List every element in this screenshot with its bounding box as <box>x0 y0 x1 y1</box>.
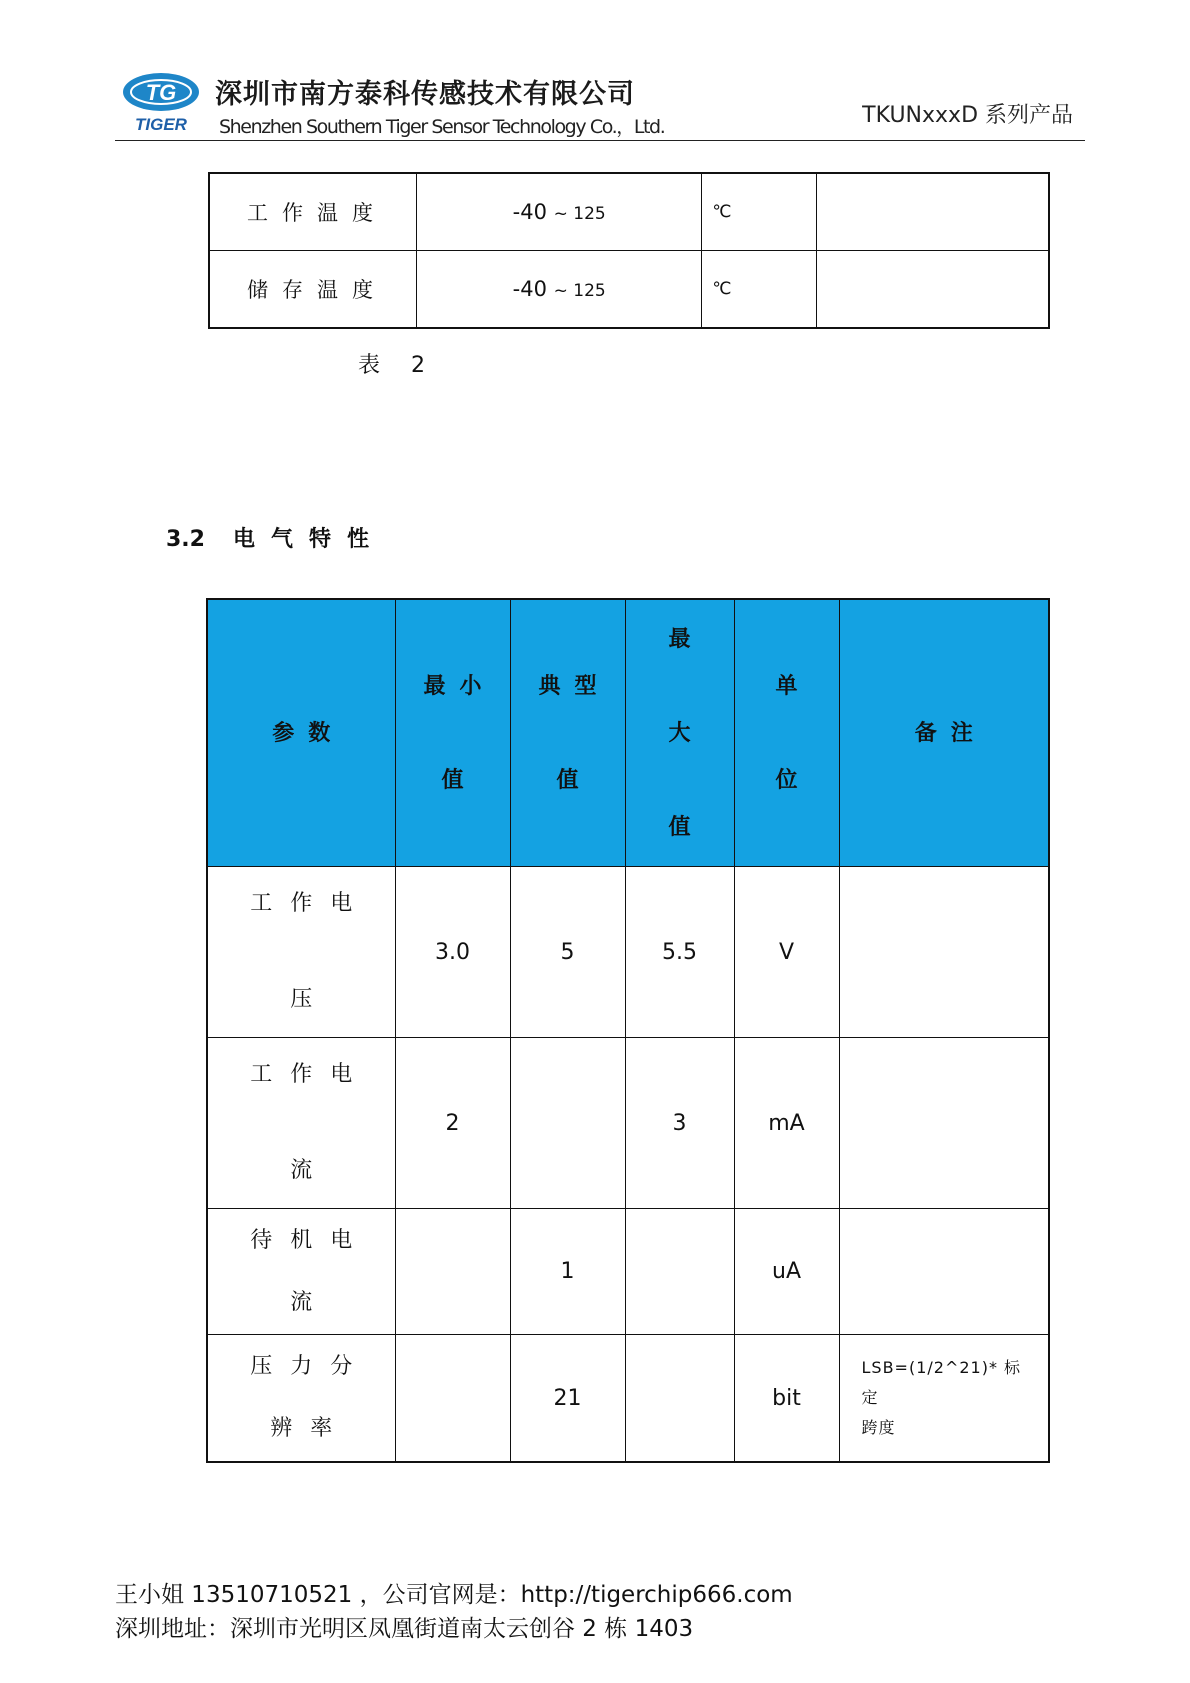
contact-line: 王小姐 13510710521 ，公司官网是：http://tigerchip666.com <box>115 1582 793 1608</box>
param-cell: 工作温度 <box>209 173 417 251</box>
note-cell <box>839 1038 1049 1209</box>
header-min: 最小 值 <box>395 599 510 867</box>
typ-cell: 5 <box>510 867 625 1038</box>
section-heading <box>166 522 385 553</box>
param-cell: 压力分 辨率 <box>207 1335 395 1463</box>
min-cell <box>395 1335 510 1463</box>
unit-cell: mA <box>734 1038 839 1209</box>
max-cell: 5.5 <box>625 867 734 1038</box>
note-cell <box>817 173 1049 251</box>
logo-letters: TG <box>145 80 177 105</box>
range-cell: -40 ~ 125 <box>417 173 702 251</box>
company-name-en: Shenzhen Southern Tiger Sensor Technology Co.，Ltd. <box>219 116 665 138</box>
min-cell <box>395 1209 510 1335</box>
header-note: 备注 <box>839 599 1049 867</box>
table-row <box>207 867 1049 1038</box>
address-line: 深圳地址：深圳市光明区凤凰街道南太云创谷 2 栋 1403 <box>115 1616 694 1642</box>
param-cell: 工作电 压 <box>207 867 395 1038</box>
unit-cell: bit <box>734 1335 839 1463</box>
typ-cell: 21 <box>510 1335 625 1463</box>
note-cell: LSB=(1/2^21)* 标定 跨度 <box>839 1335 1049 1463</box>
unit-cell: ℃ <box>702 173 817 251</box>
page-header <box>115 66 1085 142</box>
table-row <box>207 1209 1049 1335</box>
typ-cell <box>510 1038 625 1209</box>
unit-cell: uA <box>734 1209 839 1335</box>
tiger-logo <box>118 70 204 134</box>
max-cell <box>625 1209 734 1335</box>
header-max: 最 大 值 <box>625 599 734 867</box>
range-cell: -40 ~ 125 <box>417 251 702 329</box>
max-cell: 3 <box>625 1038 734 1209</box>
param-cell: 待机电 流 <box>207 1209 395 1335</box>
temperature-table <box>208 172 1050 329</box>
typ-cell: 1 <box>510 1209 625 1335</box>
unit-cell: V <box>734 867 839 1038</box>
note-cell <box>817 251 1049 329</box>
header-typ: 典型 值 <box>510 599 625 867</box>
table-row <box>209 251 1049 329</box>
electrical-table <box>206 598 1050 1463</box>
header-unit: 单 位 <box>734 599 839 867</box>
unit-cell: ℃ <box>702 251 817 329</box>
max-cell <box>625 1335 734 1463</box>
table-header-row <box>207 599 1049 867</box>
product-series: TKUNxxxD 系列产品 <box>862 103 1073 128</box>
table-caption: 表 2 <box>358 353 437 378</box>
note-cell <box>839 867 1049 1038</box>
param-cell: 储存温度 <box>209 251 417 329</box>
header-divider <box>115 140 1085 141</box>
table-row <box>209 173 1049 251</box>
min-cell: 2 <box>395 1038 510 1209</box>
param-cell: 工作电 流 <box>207 1038 395 1209</box>
note-cell <box>839 1209 1049 1335</box>
section-number: 3.2 <box>166 527 205 552</box>
section-title: 电气特性 <box>232 527 385 552</box>
page-footer <box>115 1578 793 1646</box>
header-param: 参数 <box>207 599 395 867</box>
table-row <box>207 1038 1049 1209</box>
table-row <box>207 1335 1049 1463</box>
min-cell: 3.0 <box>395 867 510 1038</box>
company-name-cn: 深圳市南方泰科传感技术有限公司 <box>215 79 635 110</box>
logo-word: TIGER <box>135 115 187 134</box>
